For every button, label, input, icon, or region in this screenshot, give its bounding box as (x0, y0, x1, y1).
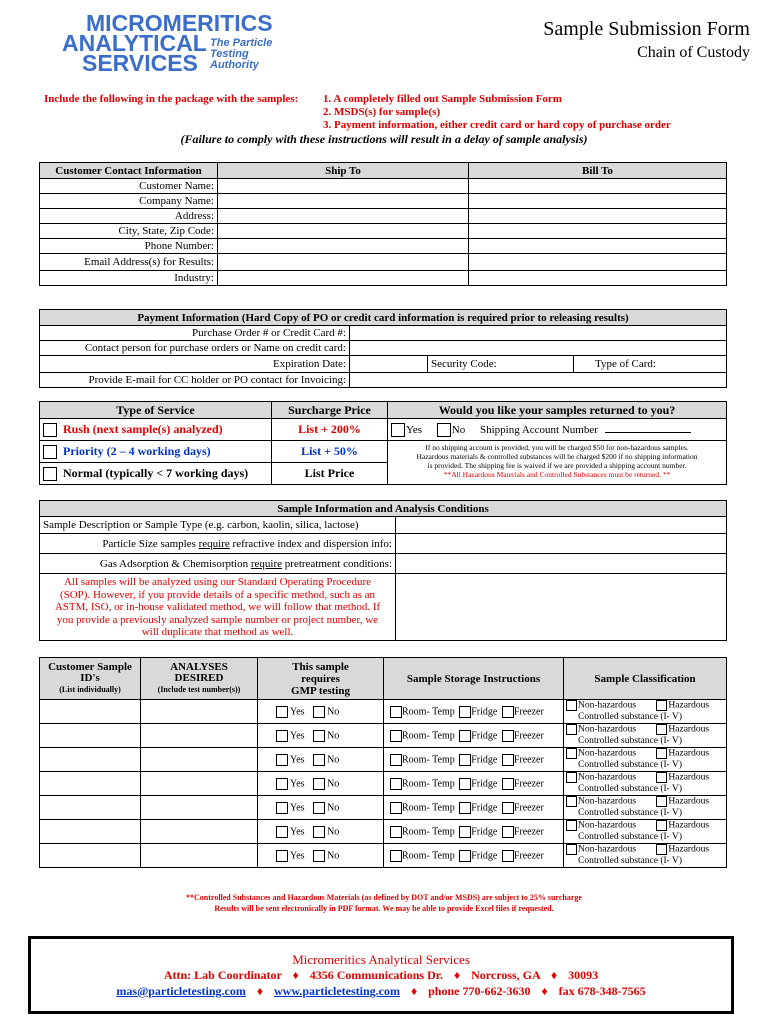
normal-option[interactable] (40, 463, 272, 485)
gmp-no-label: No (327, 849, 340, 861)
normal-label: Normal (typically < 7 working days) (63, 465, 249, 480)
bill-to-header: Bill To (469, 163, 727, 179)
phone-label: Phone Number: (40, 239, 218, 254)
classification-line-1 (566, 844, 724, 856)
gmp-no-checkbox[interactable] (313, 754, 325, 766)
instruction-warning: (Failure to comply with these instructions will result in a delay of sample analysis) (180, 132, 588, 146)
sop-details-field[interactable] (396, 574, 727, 641)
classification-cell (564, 700, 727, 724)
ship-phone-field[interactable] (218, 239, 469, 254)
invoice-email-field[interactable] (350, 373, 727, 388)
service-type-header: Type of Service (40, 402, 272, 419)
instruction-item-1: 1. A completely filled out Sample Submission Form (323, 93, 562, 105)
sop-line-3: ASTM, ISO, or in-house validated method, we will follow that method. If (54, 601, 381, 613)
freezer-label: Freezer (513, 729, 544, 741)
storage-header: Sample Storage Instructions (384, 658, 564, 700)
sample-description-field[interactable] (396, 517, 727, 534)
analyses-field[interactable] (141, 748, 258, 772)
gas-adsorption-text: Gas Adsorption & Chemisorption (99, 557, 251, 570)
hazardous-checkbox[interactable] (656, 820, 667, 831)
gmp-yes-checkbox[interactable] (276, 730, 288, 742)
sample-info-table (39, 500, 727, 641)
sample-row (40, 844, 727, 868)
gmp-yes-checkbox[interactable] (276, 706, 288, 718)
footer-city: Norcross, GA (471, 968, 541, 982)
freezer-label: Freezer (513, 801, 544, 813)
diamond-icon: ♦ (541, 984, 548, 998)
hazardous-checkbox[interactable] (656, 796, 667, 807)
ship-address-field[interactable] (218, 209, 469, 224)
sample-id-field[interactable] (40, 844, 141, 868)
rush-label: Rush (next sample(s) analyzed) (63, 421, 223, 436)
rush-checkbox[interactable] (43, 423, 57, 437)
sample-id-field[interactable] (40, 724, 141, 748)
sample-id-field[interactable] (40, 772, 141, 796)
payment-table (39, 309, 727, 388)
sample-row (40, 700, 727, 724)
hazardous-label: Hazardous (668, 748, 710, 759)
rush-price: List + 200% (272, 419, 388, 441)
shipping-note-2: Hazardous materials & controlled substances will be charged $200 if no shipping information (416, 452, 698, 461)
room-temp-label: Room- Temp (402, 729, 455, 741)
security-code-cell[interactable] (428, 356, 574, 373)
shipping-note-1: If no shipping account is provided, you will be charged $50 for non-hazardous samples. (425, 443, 689, 452)
fridge-checkbox[interactable] (459, 730, 471, 742)
gmp-cell (258, 772, 384, 796)
storage-cell (384, 700, 564, 724)
particle-size-text: Particle Size samples (102, 537, 199, 550)
controlled-substance-label: Controlled substance (I- V) (578, 759, 683, 770)
classification-line-1 (566, 700, 724, 712)
analyses-header-1: ANALYSES (170, 661, 228, 673)
sample-description-label: Sample Description or Sample Type (e.g. carbon, kaolin, silica, lactose) (40, 517, 396, 534)
non-hazardous-checkbox[interactable] (566, 796, 577, 807)
hazardous-checkbox[interactable] (656, 748, 667, 759)
footer-address (31, 968, 731, 983)
freezer-label: Freezer (513, 753, 544, 765)
classification-header: Sample Classification (564, 658, 727, 700)
gas-adsorption-field[interactable] (396, 554, 727, 574)
analyses-header-3: (Include test number(s)) (157, 685, 241, 694)
room-temp-label: Room- Temp (402, 801, 455, 813)
room-temp-checkbox[interactable] (390, 826, 402, 838)
controlled-substance-label: Controlled substance (I- V) (578, 735, 683, 746)
non-hazardous-label: Non-hazardous (578, 820, 637, 831)
classification-line-2 (566, 856, 724, 867)
normal-checkbox[interactable] (43, 467, 57, 481)
sample-id-field[interactable] (40, 700, 141, 724)
rush-option[interactable] (40, 419, 272, 441)
sample-id-field[interactable] (40, 796, 141, 820)
non-hazardous-label: Non-hazardous (578, 844, 637, 855)
gmp-no-checkbox[interactable] (313, 850, 325, 862)
sample-id-header-3: (List individually) (59, 685, 121, 694)
classification-cell (564, 796, 727, 820)
ship-city-field[interactable] (218, 224, 469, 239)
controlled-substance-label: Controlled substance (I- V) (578, 855, 683, 866)
classification-line-2 (566, 832, 724, 843)
shipping-account-label: Shipping Account Number (479, 423, 598, 436)
classification-line-1 (566, 724, 724, 736)
room-temp-label: Room- Temp (402, 705, 455, 717)
ship-customer-name-field[interactable] (218, 179, 469, 194)
contact-person-field[interactable] (350, 341, 727, 356)
gmp-header (258, 658, 384, 700)
return-samples-header: Would you like your samples returned to you? (388, 402, 727, 419)
logo-tagline-1: The Particle (210, 37, 273, 49)
fridge-label: Fridge (471, 705, 498, 717)
ship-industry-field[interactable] (218, 271, 469, 286)
analyses-field[interactable] (141, 724, 258, 748)
gmp-no-checkbox[interactable] (313, 778, 325, 790)
diamond-icon: ♦ (410, 984, 418, 998)
room-temp-checkbox[interactable] (390, 706, 402, 718)
gmp-yes-label: Yes (290, 777, 305, 789)
sample-id-header-2: ID's (80, 672, 100, 684)
particle-size-require: require (198, 537, 230, 550)
freezer-checkbox[interactable] (502, 850, 514, 862)
expiration-field[interactable] (350, 356, 428, 373)
city-state-zip-label: City, State, Zip Code: (40, 224, 218, 239)
footer-attn: Attn: Lab Coordinator (163, 968, 282, 982)
room-temp-label: Room- Temp (402, 849, 455, 861)
footer-phone: phone 770-662-3630 (428, 984, 531, 998)
hazardous-label: Hazardous (668, 796, 710, 807)
controlled-substance-label: Controlled substance (I- V) (578, 831, 683, 842)
particle-size-text-2: refractive index and dispersion info: (229, 537, 392, 550)
customer-name-label: Customer Name: (40, 179, 218, 194)
room-temp-checkbox[interactable] (390, 802, 402, 814)
logo-line-3: SERVICES (82, 50, 198, 76)
gmp-yes-checkbox[interactable] (276, 802, 288, 814)
controlled-substance-label: Controlled substance (I- V) (578, 807, 683, 818)
classification-line-2 (566, 712, 724, 723)
classification-cell (564, 772, 727, 796)
classification-line-1 (566, 748, 724, 760)
priority-price: List + 50% (272, 441, 388, 463)
instructions-lead: Include the following in the package with the samples: (44, 93, 299, 105)
classification-line-2 (566, 736, 724, 747)
return-no-label: No (451, 423, 466, 436)
gmp-header-3: GMP testing (291, 684, 350, 697)
classification-cell (564, 748, 727, 772)
storage-cell (384, 844, 564, 868)
bill-customer-name-field[interactable] (469, 179, 727, 194)
sop-line-5: will duplicate that method as well. (141, 626, 294, 638)
gmp-no-label: No (327, 777, 340, 789)
gmp-cell (258, 724, 384, 748)
gmp-yes-checkbox[interactable] (276, 778, 288, 790)
shipping-notes (388, 441, 727, 485)
fridge-checkbox[interactable] (459, 802, 471, 814)
non-hazardous-label: Non-hazardous (578, 724, 637, 735)
room-temp-checkbox[interactable] (390, 850, 402, 862)
fridge-checkbox[interactable] (459, 826, 471, 838)
bill-city-field[interactable] (469, 224, 727, 239)
gas-adsorption-label (40, 554, 396, 574)
instruction-item-2: 2. MSDS(s) for sample(s) (323, 106, 441, 118)
footer-street: 4356 Communications Dr. (309, 968, 443, 982)
gmp-no-label: No (327, 801, 340, 813)
gmp-no-checkbox[interactable] (313, 730, 325, 742)
gmp-cell (258, 796, 384, 820)
classification-line-2 (566, 784, 724, 795)
hazardous-label: Hazardous (668, 820, 710, 831)
room-temp-checkbox[interactable] (390, 778, 402, 790)
gmp-yes-label: Yes (290, 849, 305, 861)
gmp-yes-label: Yes (290, 705, 305, 717)
non-hazardous-checkbox[interactable] (566, 772, 577, 783)
fridge-checkbox[interactable] (459, 850, 471, 862)
classification-line-1 (566, 820, 724, 832)
gmp-header-1: This sample (292, 660, 349, 673)
logo-line-1: MICROMERITICS (86, 10, 273, 36)
sample-id-field[interactable] (40, 820, 141, 844)
classification-line-1 (566, 772, 724, 784)
hazardous-checkbox[interactable] (656, 772, 667, 783)
freezer-checkbox[interactable] (502, 826, 514, 838)
gmp-no-checkbox[interactable] (313, 802, 325, 814)
hazardous-label: Hazardous (668, 844, 710, 855)
company-logo (62, 12, 282, 74)
freezer-label: Freezer (513, 825, 544, 837)
non-hazardous-checkbox[interactable] (566, 820, 577, 831)
freezer-checkbox[interactable] (502, 730, 514, 742)
bill-phone-field[interactable] (469, 239, 727, 254)
classification-line-2 (566, 808, 724, 819)
sop-line-4: you provide a previously analyzed sample number or project number, we (56, 613, 379, 626)
non-hazardous-label: Non-hazardous (578, 748, 637, 759)
freezer-checkbox[interactable] (502, 754, 514, 766)
payment-header: Payment Information (Hard Copy of PO or credit card information is required prior to releasing results) (40, 310, 727, 326)
sop-line-2: (SOP). However, if you provide details of a specific method, such as an (59, 588, 376, 601)
gmp-no-checkbox[interactable] (313, 706, 325, 718)
bill-address-field[interactable] (469, 209, 727, 224)
bill-email-field[interactable] (469, 254, 727, 271)
fridge-label: Fridge (471, 777, 498, 789)
shipping-account-field[interactable] (605, 422, 691, 433)
freezer-checkbox[interactable] (502, 778, 514, 790)
security-code-label: Security Code: (431, 358, 497, 370)
gas-adsorption-text-2: pretreatment conditions: (282, 557, 392, 570)
bill-industry-field[interactable] (469, 271, 727, 286)
non-hazardous-checkbox[interactable] (566, 724, 577, 735)
gmp-yes-label: Yes (290, 729, 305, 741)
classification-line-1 (566, 796, 724, 808)
sample-id-field[interactable] (40, 748, 141, 772)
analyses-field[interactable] (141, 844, 258, 868)
sample-row (40, 820, 727, 844)
sample-id-header-1: Customer Sample (48, 661, 132, 673)
particle-size-label (40, 534, 396, 554)
sample-row (40, 748, 727, 772)
classification-cell (564, 724, 727, 748)
analyses-field[interactable] (141, 772, 258, 796)
gmp-no-label: No (327, 729, 340, 741)
shipping-note-3: is provided. The shipping fee is waived if we are provided a shipping account number. (427, 461, 687, 470)
sop-line-1: All samples will be analyzed using our Standard Operating Procedure (63, 576, 371, 588)
priority-checkbox[interactable] (43, 445, 57, 459)
gmp-no-checkbox[interactable] (313, 826, 325, 838)
po-cc-label: Purchase Order # or Credit Card #: (40, 326, 350, 341)
ship-to-header: Ship To (218, 163, 469, 179)
storage-cell (384, 724, 564, 748)
hazardous-label: Hazardous (668, 772, 710, 783)
footer-email-link[interactable]: mas@particletesting.com (116, 984, 246, 998)
storage-cell (384, 820, 564, 844)
address-label: Address: (40, 209, 218, 224)
fridge-label: Fridge (471, 801, 498, 813)
analyses-field[interactable] (141, 796, 258, 820)
hazardous-label: Hazardous (668, 700, 710, 711)
footer-zip: 30093 (568, 968, 599, 982)
diamond-icon: ♦ (551, 968, 558, 982)
sample-id-header (40, 658, 141, 700)
non-hazardous-checkbox[interactable] (566, 700, 577, 711)
ship-company-name-field[interactable] (218, 194, 469, 209)
freezer-checkbox[interactable] (502, 802, 514, 814)
service-table (39, 401, 727, 485)
room-temp-checkbox[interactable] (390, 754, 402, 766)
footer-contacts (31, 984, 731, 999)
analyses-header (141, 658, 258, 700)
fridge-label: Fridge (471, 753, 498, 765)
gmp-cell (258, 844, 384, 868)
controlled-substance-label: Controlled substance (I- V) (578, 783, 683, 794)
analyses-field[interactable] (141, 820, 258, 844)
sample-row (40, 724, 727, 748)
priority-option[interactable] (40, 441, 272, 463)
non-hazardous-label: Non-hazardous (578, 796, 637, 807)
email-label: Email Address(s) for Results: (40, 254, 218, 271)
gmp-yes-checkbox[interactable] (276, 754, 288, 766)
sop-notice (40, 574, 396, 641)
form-subtitle: Chain of Custody (637, 44, 750, 61)
sample-row (40, 796, 727, 820)
room-temp-label: Room- Temp (402, 753, 455, 765)
fridge-checkbox[interactable] (459, 754, 471, 766)
freezer-checkbox[interactable] (502, 706, 514, 718)
storage-cell (384, 772, 564, 796)
classification-line-2 (566, 760, 724, 771)
room-temp-checkbox[interactable] (390, 730, 402, 742)
footer-website-link[interactable]: www.particletesting.com (274, 984, 400, 998)
gmp-yes-label: Yes (290, 753, 305, 765)
particle-size-field[interactable] (396, 534, 727, 554)
fridge-label: Fridge (471, 729, 498, 741)
gmp-no-label: No (327, 753, 340, 765)
fridge-label: Fridge (471, 825, 498, 837)
diamond-icon: ♦ (454, 968, 461, 982)
diamond-icon: ♦ (292, 968, 299, 982)
freezer-label: Freezer (513, 849, 544, 861)
logo-line-2: ANALYTICAL (62, 30, 207, 56)
sample-row (40, 772, 727, 796)
hazardous-checkbox[interactable] (656, 844, 667, 855)
gmp-header-2: requires (301, 672, 340, 685)
gmp-yes-label: Yes (290, 801, 305, 813)
return-yes-label: Yes (406, 423, 423, 436)
diamond-icon: ♦ (256, 984, 263, 998)
expiration-label: Expiration Date: (40, 356, 350, 373)
freezer-label: Freezer (513, 705, 544, 717)
gmp-cell (258, 820, 384, 844)
return-choice[interactable] (388, 419, 727, 441)
gmp-yes-checkbox[interactable] (276, 850, 288, 862)
footer-fax: fax 678-348-7565 (558, 984, 646, 998)
logo-tagline-2: Testing (210, 48, 249, 60)
hazardous-checkbox[interactable] (656, 700, 667, 711)
return-no-checkbox[interactable] (437, 423, 451, 437)
sample-info-header: Sample Information and Analysis Conditions (40, 501, 727, 517)
results-footnote: Results will be sent electronically in PDF format. We may be able to provide Excel files if requested. (214, 904, 554, 913)
gmp-yes-label: Yes (290, 825, 305, 837)
priority-label: Priority (2 – 4 working days) (63, 443, 211, 458)
room-temp-label: Room- Temp (402, 777, 455, 789)
non-hazardous-label: Non-hazardous (578, 772, 637, 783)
footer-box (28, 936, 734, 1014)
non-hazardous-checkbox[interactable] (566, 748, 577, 759)
bill-company-name-field[interactable] (469, 194, 727, 209)
non-hazardous-checkbox[interactable] (566, 844, 577, 855)
industry-label: Industry: (40, 271, 218, 286)
contact-header: Customer Contact Information (40, 163, 218, 179)
return-yes-checkbox[interactable] (391, 423, 405, 437)
gmp-yes-checkbox[interactable] (276, 826, 288, 838)
fridge-label: Fridge (471, 849, 498, 861)
contact-person-label: Contact person for purchase orders or Name on credit card: (40, 341, 350, 356)
controlled-substance-label: Controlled substance (I- V) (578, 711, 683, 722)
invoice-email-label: Provide E-mail for CC holder or PO contact for Invoicing: (40, 373, 350, 388)
fridge-checkbox[interactable] (459, 778, 471, 790)
room-temp-label: Room- Temp (402, 825, 455, 837)
samples-table (39, 657, 727, 868)
hazardous-label: Hazardous (668, 724, 710, 735)
card-type-cell[interactable] (574, 356, 727, 373)
shipping-note-4: **All Hazardous Materials and Controlled Substances must be returned. ** (443, 470, 671, 479)
ship-email-field[interactable] (218, 254, 469, 271)
logo-tagline-3: Authority (210, 59, 259, 71)
classification-cell (564, 844, 727, 868)
gmp-no-label: No (327, 705, 340, 717)
classification-cell (564, 820, 727, 844)
analyses-header-2: DESIRED (174, 672, 224, 684)
storage-cell (384, 748, 564, 772)
freezer-label: Freezer (513, 777, 544, 789)
storage-cell (384, 796, 564, 820)
instruction-item-3: 3. Payment information, either credit card or hard copy of purchase order (323, 119, 671, 131)
gmp-cell (258, 700, 384, 724)
gmp-cell (258, 748, 384, 772)
form-title: Sample Submission Form (543, 18, 750, 40)
surcharge-footnote: **Controlled Substances and Hazardous Materials (as defined by DOT and/or MSDS) are subject to 25% surcharge (186, 893, 582, 902)
surcharge-header: Surcharge Price (272, 402, 388, 419)
po-cc-field[interactable] (350, 326, 727, 341)
normal-price: List Price (272, 463, 388, 485)
gmp-no-label: No (327, 825, 340, 837)
hazardous-checkbox[interactable] (656, 724, 667, 735)
card-type-label: Type of Card: (595, 358, 656, 370)
footer-company: Micromeritics Analytical Services (292, 952, 470, 967)
company-name-label: Company Name: (40, 194, 218, 209)
non-hazardous-label: Non-hazardous (578, 700, 637, 711)
fridge-checkbox[interactable] (459, 706, 471, 718)
gas-adsorption-require: require (250, 557, 283, 570)
analyses-field[interactable] (141, 700, 258, 724)
contact-table (39, 162, 727, 286)
